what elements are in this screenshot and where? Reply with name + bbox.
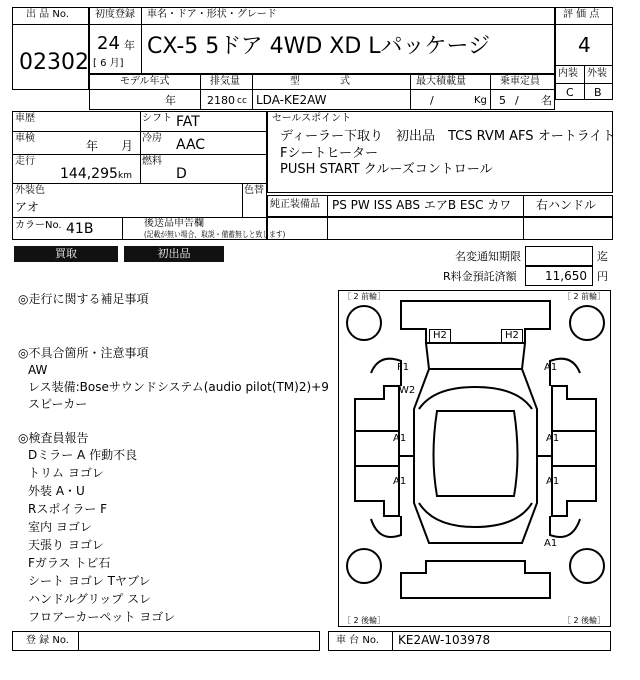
inspector-line: Rスポイラー F: [28, 502, 108, 516]
fuel-value: D: [176, 166, 187, 182]
shift-value: FAT: [176, 114, 200, 130]
model-year-label: モデル年式: [120, 76, 170, 87]
purchase-badge: 買取: [14, 246, 118, 262]
recycle-fee-unit: 円: [597, 270, 608, 283]
corner-label-br: ［ 2 後輪］: [563, 616, 606, 625]
capacity-sep: /: [515, 94, 519, 107]
rating-label: 評 価 点: [563, 9, 600, 20]
lot-no-label: 出 品 No.: [26, 9, 69, 20]
name-change-label: 名変通知期限: [455, 250, 521, 263]
equipment-extra-box: [267, 217, 613, 240]
color-no-value: 41B: [66, 221, 94, 237]
damage-mark: A1: [544, 362, 558, 373]
inspector-line: 室内 ヨゴレ: [28, 520, 92, 534]
max-load-unit: Kg: [474, 95, 487, 106]
mileage-label: 走行: [15, 156, 35, 167]
wheel-rear-left: [347, 549, 381, 583]
name-change-value-box: [525, 246, 593, 266]
aftermarket-label: 後送品申告欄: [144, 218, 204, 229]
car-outline: [339, 291, 612, 628]
history-label: 車歴: [15, 113, 35, 124]
damage-mark: H2: [433, 330, 447, 341]
aftermarket-note: (記載が無い場合、取説・備蓄無しと致します): [144, 230, 286, 239]
damage-mark: F1: [397, 362, 410, 373]
corner-label-bl: ［ 2 後輪］: [343, 616, 386, 625]
wheel-front-right: [570, 306, 604, 340]
wheel-front-left: [347, 306, 381, 340]
displacement-value: 2180: [207, 94, 235, 107]
defect-line: AW: [28, 363, 48, 377]
inspection-month: 月: [121, 139, 134, 153]
sales-points-label: セールスポイント: [272, 113, 352, 124]
inspector-line: 外装 A・U: [28, 484, 85, 498]
type-value: LDA-KE2AW: [256, 93, 327, 107]
damage-mark: W2: [399, 385, 416, 396]
color-no-label: カラーNo.: [15, 220, 62, 231]
defects-header: ◎不具合箇所・注意事項: [18, 346, 149, 360]
inspector-line: Fガラス トビ石: [28, 556, 111, 570]
car-diagram: [338, 290, 611, 627]
damage-mark: A1: [546, 476, 560, 487]
rating-value: 4: [578, 33, 591, 57]
capacity-label: 乗車定員: [500, 76, 540, 87]
recycle-fee-value: 11,650: [545, 269, 587, 283]
damage-mark: H2: [505, 330, 519, 341]
sales-points-line2: Fシートヒーター: [280, 146, 378, 161]
color-change-label: 色替: [244, 185, 264, 196]
damage-mark: A1: [546, 433, 560, 444]
exterior-label: 外装: [587, 68, 607, 79]
ext-color-value: アオ: [15, 200, 39, 214]
lot-no: 02302: [19, 50, 89, 75]
driving-notes-header: ◎走行に関する補足事項: [18, 292, 149, 306]
defect-line: レス装備:Boseサウンドシステム(audio pilot(TM)2)+9: [28, 380, 329, 394]
mileage-unit: km: [118, 171, 132, 181]
year-unit: 年: [124, 39, 135, 52]
model-title-label: 車名・ドア・形状・グレード: [147, 9, 277, 20]
inspector-line: トリム ヨゴレ: [28, 466, 104, 480]
inspector-line: ハンドルグリップ スレ: [28, 592, 152, 606]
inspector-line: フロアーカーペット ヨゴレ: [28, 610, 176, 624]
corner-label-tl: ［ 2 前輪］: [343, 292, 386, 301]
model-year-unit: 年: [165, 94, 176, 107]
equipment-label: 純正装備品: [270, 199, 320, 210]
inspector-line: Dミラー A 作動不良: [28, 448, 138, 462]
interior-label: 内装: [558, 68, 578, 79]
name-change-unit: 迄: [597, 250, 608, 263]
model-title: CX-5 5ドア 4WD XD Lパッケージ: [147, 34, 491, 59]
interior-grade: C: [566, 86, 574, 99]
capacity-unit: 名: [541, 94, 552, 107]
ac-value: AAC: [176, 137, 206, 153]
exterior-grade: B: [594, 86, 602, 99]
equipment-items: PS PW ISS ABS エアB ESC カワ: [332, 198, 512, 212]
first-reg-year: 24: [97, 33, 120, 54]
first-reg-label: 初度登録: [95, 9, 135, 20]
chassis-no: KE2AW-103978: [398, 633, 491, 647]
first-listing-badge: 初出品: [124, 246, 224, 262]
capacity-value: 5: [499, 94, 506, 107]
inspector-line: 天張り ヨゴレ: [28, 538, 104, 552]
shift-label: シフト: [142, 113, 172, 124]
displacement-unit: cc: [237, 96, 247, 106]
defect-line: スピーカー: [28, 397, 88, 411]
inspection-label: 車検: [15, 133, 35, 144]
wheel-rear-right: [570, 549, 604, 583]
chassis-label: 車 台 No.: [336, 635, 379, 646]
reg-no-label: 登 録 No.: [26, 635, 69, 646]
first-reg-month: [ 6 月]: [93, 58, 124, 69]
ac-label: 冷房: [142, 133, 162, 144]
mileage-value: 144,295: [60, 166, 118, 182]
ext-color-label: 外装色: [15, 185, 45, 196]
inspector-header: ◎検査員報告: [18, 431, 89, 445]
max-load-sep: /: [430, 94, 434, 107]
sales-points-line1: ディーラー下取り 初出品 TCS RVM AFS オートライト: [280, 129, 616, 144]
inspector-line: シート ヨゴレ Tヤブレ: [28, 574, 151, 588]
damage-mark: A1: [393, 476, 407, 487]
damage-mark: A1: [544, 538, 558, 549]
sales-points-line3: PUSH START クルーズコントロール: [280, 162, 493, 177]
max-load-label: 最大積載量: [416, 76, 466, 87]
recycle-fee-label: R料金預託済額: [443, 270, 517, 283]
inspection-year: 年: [86, 139, 99, 153]
steering-value: 右ハンドル: [536, 198, 597, 212]
corner-label-tr: ［ 2 前輪］: [563, 292, 606, 301]
damage-mark: A1: [393, 433, 407, 444]
displacement-label: 排気量: [210, 76, 240, 87]
fuel-label: 燃料: [142, 156, 162, 167]
type-label: 型 式: [290, 76, 350, 87]
